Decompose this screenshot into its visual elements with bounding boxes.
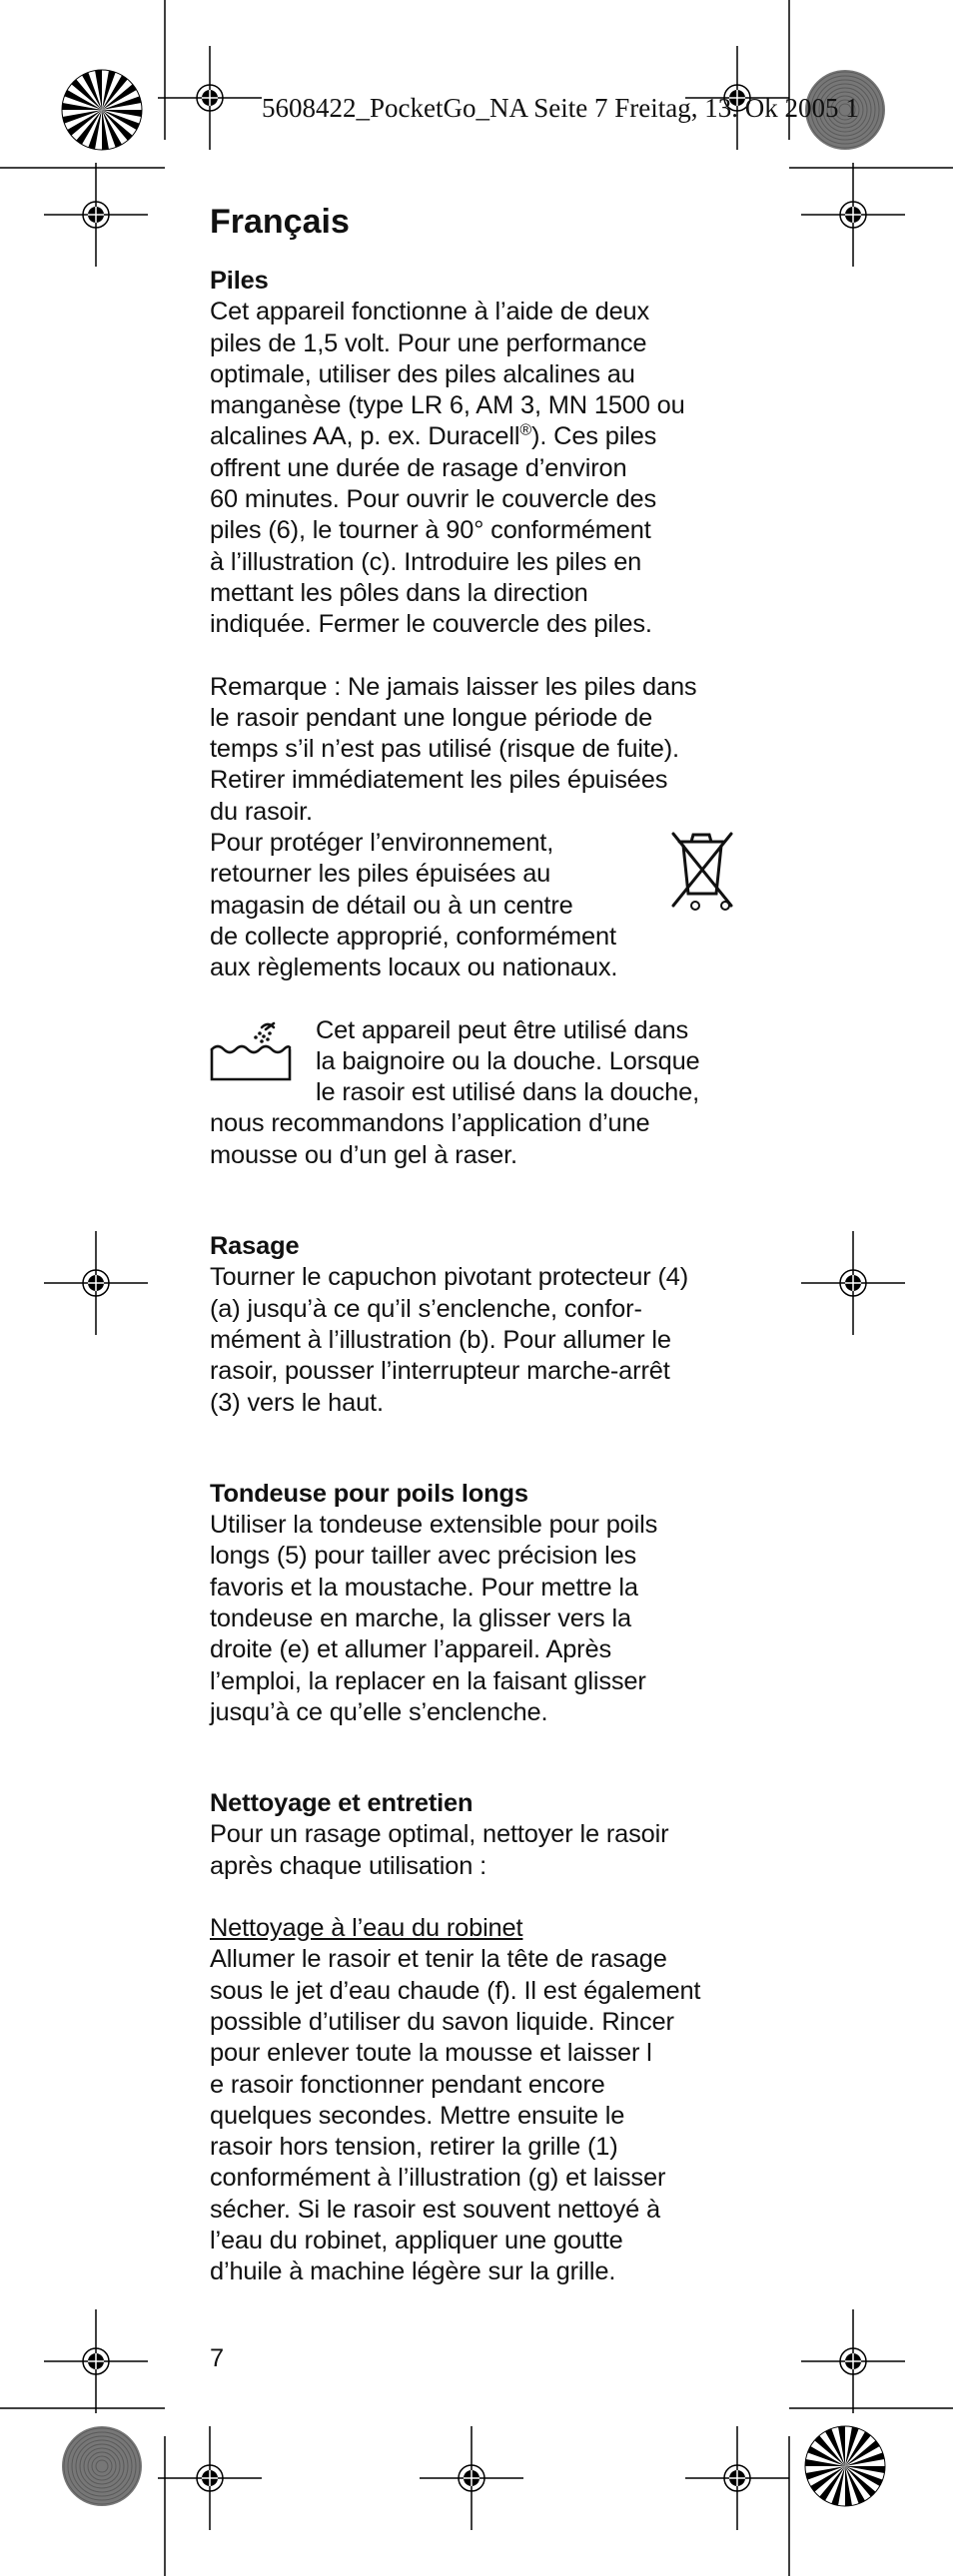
text-line: piles (6), le tourner à 90° conformément <box>210 516 651 545</box>
text-line: indiquée. Fermer le couvercle des piles. <box>210 610 652 639</box>
subheading-robinet: Nettoyage à l’eau du robinet <box>210 1914 523 1943</box>
paragraph-nettoyage <box>210 1819 735 1882</box>
registration-crosshair-icon <box>158 46 262 150</box>
text-line: sécher. Si le rasoir est souvent nettoyé à <box>210 2195 660 2224</box>
text-line: droite (e) et allumer l’appareil. Après <box>210 1635 611 1664</box>
text-line: Allumer le rasoir et tenir la tête de rasage <box>210 1945 667 1974</box>
text-line: Pour protéger l’environnement, <box>210 829 554 858</box>
text-line: (3) vers le haut. <box>210 1388 384 1417</box>
section-heading-tondeuse: Tondeuse pour poils longs <box>210 1479 528 1508</box>
registered-mark: ® <box>519 422 532 440</box>
environment-block <box>210 828 735 983</box>
text-line: le rasoir est utilisé dans la douche, <box>316 1078 699 1107</box>
print-slug: 5608422_PocketGo_NA Seite 7 Freitag, 13. Ok 2005 1 <box>262 93 859 123</box>
text-line: nous recommandons l’application d’une <box>210 1109 650 1138</box>
text-line: conformément à l’illustration (g) et laisser <box>210 2164 666 2193</box>
text-line: (a) jusqu’à ce qu’il s’enclenche, confor- <box>210 1294 642 1323</box>
registration-crosshair-icon <box>801 163 905 267</box>
registration-crosshair-icon <box>44 2309 148 2413</box>
text-line-tail: ). Ces piles <box>531 422 657 451</box>
text-line: mettant les pôles dans la direction <box>210 578 588 607</box>
registration-crosshair-icon <box>44 1231 148 1335</box>
paragraph-environnement <box>210 828 735 983</box>
paragraph-piles <box>210 297 735 640</box>
paragraph-nettoyage-robinet <box>210 1913 735 2288</box>
starburst-target-icon <box>62 70 142 150</box>
registration-crosshair-icon <box>44 163 148 267</box>
page-number: 7 <box>210 2344 225 2372</box>
crossed-out-bin-icon <box>671 830 737 916</box>
text-line: e rasoir fonctionner pendant encore <box>210 2070 605 2099</box>
text-line: jusqu’à ce qu’elle s’enclenche. <box>210 1697 548 1726</box>
text-line: de collecte approprié, conformément <box>210 922 616 951</box>
text-line: le rasoir pendant une longue période de <box>210 703 653 732</box>
text-line: sous le jet d’eau chaude (f). Il est également <box>210 1976 701 2005</box>
text-line: possible d’utiliser du savon liquide. Rincer <box>210 2007 674 2036</box>
text-line: aux règlements locaux ou nationaux. <box>210 954 618 982</box>
registration-crosshair-icon <box>801 1231 905 1335</box>
text-line: magasin de détail ou à un centre <box>210 891 573 920</box>
text-line: Cet appareil peut être utilisé dans <box>316 1015 689 1044</box>
section-heading-rasage: Rasage <box>210 1232 300 1261</box>
registration-crosshair-icon <box>420 2426 523 2530</box>
text-line: mousse ou d’un gel à raser. <box>210 1140 517 1169</box>
text-line: rasoir, pousser l’interrupteur marche-arrêt <box>210 1357 670 1386</box>
text-line: mément à l’illustration (b). Pour allumer le <box>210 1325 671 1354</box>
text-line: manganèse (type LR 6, AM 3, MN 1500 ou <box>210 391 685 420</box>
text-line: quelques secondes. Mettre ensuite le <box>210 2101 625 2130</box>
text-line: Tourner le capuchon pivotant protecteur (4) <box>210 1263 689 1292</box>
text-line: Remarque : Ne jamais laisser les piles dans <box>210 672 697 701</box>
text-line: après chaque utilisation : <box>210 1851 486 1880</box>
text-line: l’emploi, la replacer en la faisant glisser <box>210 1666 646 1695</box>
text-line: optimale, utiliser des piles alcalines au <box>210 359 635 388</box>
section-heading-piles: Piles <box>210 267 269 295</box>
registration-crosshair-icon <box>801 2309 905 2413</box>
text-line: Retirer immédiatement les piles épuisées <box>210 766 668 795</box>
paragraph-rasage <box>210 1262 735 1418</box>
section-heading-nettoyage: Nettoyage et entretien <box>210 1789 474 1818</box>
text-line: piles de 1,5 volt. Pour une performance <box>210 328 647 357</box>
gray-dot-target-icon <box>62 2426 142 2506</box>
text-line: alcalines AA, p. ex. Duracell <box>210 422 520 451</box>
shower-block <box>210 1015 735 1171</box>
text-line: 60 minutes. Pour ouvrir le couvercle des <box>210 485 657 514</box>
starburst-target-icon <box>805 2426 885 2506</box>
text-line: du rasoir. <box>210 797 313 826</box>
shower-bath-icon <box>210 1019 292 1083</box>
text-line: d’huile à machine légère sur la grille. <box>210 2257 616 2286</box>
paragraph-remarque <box>210 672 735 828</box>
text-line: temps s’il n’est pas utilisé (risque de fuite). <box>210 735 679 764</box>
text-line: rasoir hors tension, retirer la grille (1) <box>210 2133 618 2162</box>
text-line: longs (5) pour tailler avec précision les <box>210 1542 637 1571</box>
text-line: Cet appareil fonctionne à l’aide de deux <box>210 298 650 326</box>
paragraph-tondeuse <box>210 1510 735 1728</box>
text-line: tondeuse en marche, la glisser vers la <box>210 1604 631 1632</box>
text-line: retourner les piles épuisées au <box>210 860 551 889</box>
registration-crosshair-icon <box>158 2426 262 2530</box>
text-line: pour enlever toute la mousse et laisser l <box>210 2039 652 2068</box>
registration-crosshair-icon <box>685 2426 789 2530</box>
page-content <box>210 200 735 2288</box>
text-line: offrent une durée de rasage d’environ <box>210 453 627 482</box>
text-line: la baignoire ou la douche. Lorsque <box>316 1046 700 1075</box>
text-line: à l’illustration (c). Introduire les piles en <box>210 547 642 576</box>
text-line: l’eau du robinet, appliquer une goutte <box>210 2227 623 2255</box>
text-line: Utiliser la tondeuse extensible pour poils <box>210 1511 658 1540</box>
text-line: favoris et la moustache. Pour mettre la <box>210 1573 638 1602</box>
text-line: Pour un rasage optimal, nettoyer le rasoir <box>210 1820 669 1849</box>
page-title: Français <box>210 203 350 241</box>
